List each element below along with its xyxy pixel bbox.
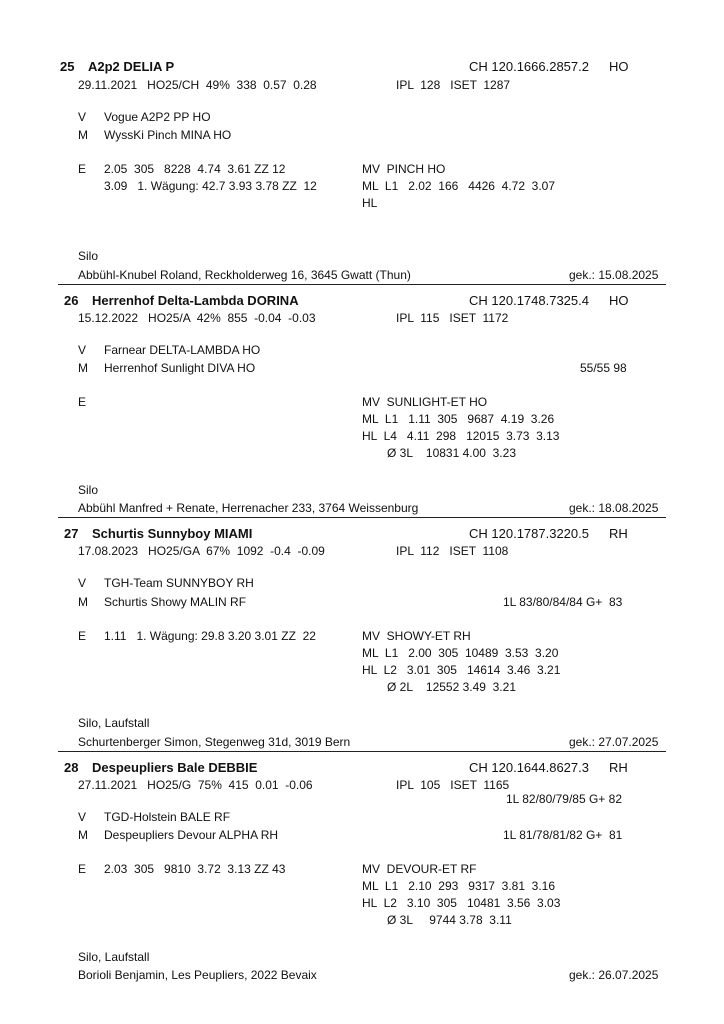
animal-name: Herrenhof Delta-Lambda DORINA [92, 293, 299, 308]
sire-name: TGD-Holstein BALE RF [104, 810, 231, 824]
dam-best-lactation: HL L4 4.11 298 12015 3.73 3.13 [362, 429, 560, 443]
housing-info: Silo, Laufstall [78, 716, 150, 730]
divider [58, 751, 666, 752]
animal-id: CH 120.1666.2857.2 [469, 59, 589, 74]
maternal-grandsire: MV DEVOUR-ET RF [362, 862, 477, 876]
own-performance-label: E [78, 162, 87, 176]
own-performance-line-1: 1.11 1. Wägung: 29.8 3.20 3.01 ZZ 22 [104, 629, 316, 643]
own-performance-line-1: 2.03 305 9810 3.72 3.13 ZZ 43 [104, 862, 286, 876]
animal-name: Despeupliers Bale DEBBIE [92, 760, 258, 775]
dam-lactation: ML L1 2.10 293 9317 3.81 3.16 [362, 879, 556, 893]
owner: Borioli Benjamin, Les Peupliers, 2022 Bevaix [78, 968, 317, 982]
animal-name: A2p2 DELIA P [88, 59, 175, 74]
dam-name: Herrenhof Sunlight DIVA HO [104, 361, 256, 375]
dam-name: Despeupliers Devour ALPHA RH [104, 828, 279, 842]
dam-score: 1L 81/78/81/82 G+ 81 [503, 828, 623, 842]
breed-code: RH [609, 760, 628, 775]
own-performance-label: E [78, 862, 87, 876]
sire-label: V [78, 343, 87, 357]
birth-info: 27.11.2021 HO25/G 75% 415 0.01 -0.06 [78, 778, 313, 792]
dam-score: 1L 83/80/84/84 G+ 83 [503, 595, 623, 609]
breed-code: HO [609, 293, 629, 308]
divider [58, 284, 666, 285]
dam-lactation: ML L1 1.11 305 9687 4.19 3.26 [362, 412, 555, 426]
dam-best-lactation: HL L2 3.10 305 10481 3.56 3.03 [362, 896, 561, 910]
housing-info: Silo [78, 249, 99, 263]
entry-number: 26 [64, 293, 79, 308]
index-values: IPL 112 ISET 1108 [396, 544, 509, 558]
dam-lactation: ML L1 2.02 166 4426 4.72 3.07 [362, 179, 556, 193]
own-score: 1L 82/80/79/85 G+ 82 [506, 792, 622, 806]
breed-code: RH [609, 526, 628, 541]
dam-name: WyssKi Pinch MINA HO [104, 128, 232, 142]
calving-date: gek.: 18.08.2025 [569, 501, 659, 515]
dam-score: 55/55 98 [580, 361, 627, 375]
index-values: IPL 105 ISET 1165 [396, 778, 510, 792]
birth-info: 15.12.2022 HO25/A 42% 855 -0.04 -0.03 [78, 311, 316, 325]
dam-average: Ø 3L 10831 4.00 3.23 [387, 446, 516, 460]
sire-name: TGH-Team SUNNYBOY RH [104, 576, 254, 590]
dam-label: M [78, 595, 88, 609]
sire-name: Vogue A2P2 PP HO [104, 110, 211, 124]
sire-label: V [78, 810, 87, 824]
housing-info: Silo, Laufstall [78, 950, 150, 964]
divider [58, 517, 666, 518]
calving-date: gek.: 27.07.2025 [569, 735, 659, 749]
dam-name: Schurtis Showy MALIN RF [104, 595, 247, 609]
dam-lactation: ML L1 2.00 305 10489 3.53 3.20 [362, 646, 559, 660]
dam-label: M [78, 128, 88, 142]
maternal-grandsire: MV SHOWY-ET RH [362, 629, 471, 643]
animal-id: CH 120.1787.3220.5 [469, 526, 589, 541]
animal-name: Schurtis Sunnyboy MIAMI [92, 526, 253, 541]
birth-info: 29.11.2021 HO25/CH 49% 338 0.57 0.28 [78, 78, 317, 92]
owner: Abbühl-Knubel Roland, Reckholderweg 16, 3645 Gwatt (Thun) [78, 268, 411, 282]
dam-average: Ø 2L 12552 3.49 3.21 [387, 680, 516, 694]
own-performance-label: E [78, 395, 87, 409]
owner: Schurtenberger Simon, Stegenweg 31d, 3019 Bern [78, 735, 351, 749]
animal-id: CH 120.1644.8627.3 [469, 760, 589, 775]
calving-date: gek.: 26.07.2025 [569, 968, 659, 982]
own-performance-line-1: 2.05 305 8228 4.74 3.61 ZZ 12 [104, 162, 286, 176]
owner: Abbühl Manfred + Renate, Herrenacher 233, 3764 Weissenburg [78, 501, 419, 515]
maternal-grandsire: MV PINCH HO [362, 162, 446, 176]
calving-date: gek.: 15.08.2025 [569, 268, 659, 282]
index-values: IPL 128 ISET 1287 [396, 78, 511, 92]
dam-best-lactation: HL L2 3.01 305 14614 3.46 3.21 [362, 663, 561, 677]
own-performance-line-2: 3.09 1. Wägung: 42.7 3.93 3.78 ZZ 12 [104, 179, 317, 193]
dam-label: M [78, 361, 88, 375]
sire-name: Farnear DELTA-LAMBDA HO [104, 343, 261, 357]
own-performance-label: E [78, 629, 87, 643]
entry-number: 27 [64, 526, 79, 541]
breed-code: HO [609, 59, 629, 74]
maternal-grandsire: MV SUNLIGHT-ET HO [362, 395, 488, 409]
sire-label: V [78, 110, 87, 124]
dam-best-lactation: HL [362, 196, 378, 210]
dam-label: M [78, 828, 88, 842]
index-values: IPL 115 ISET 1172 [396, 311, 509, 325]
entry-number: 25 [60, 59, 75, 74]
entry-number: 28 [64, 760, 79, 775]
housing-info: Silo [78, 483, 99, 497]
sire-label: V [78, 576, 87, 590]
dam-average: Ø 3L 9744 3.78 3.11 [387, 913, 512, 927]
animal-id: CH 120.1748.7325.4 [469, 293, 589, 308]
birth-info: 17.08.2023 HO25/GA 67% 1092 -0.4 -0.09 [78, 544, 325, 558]
